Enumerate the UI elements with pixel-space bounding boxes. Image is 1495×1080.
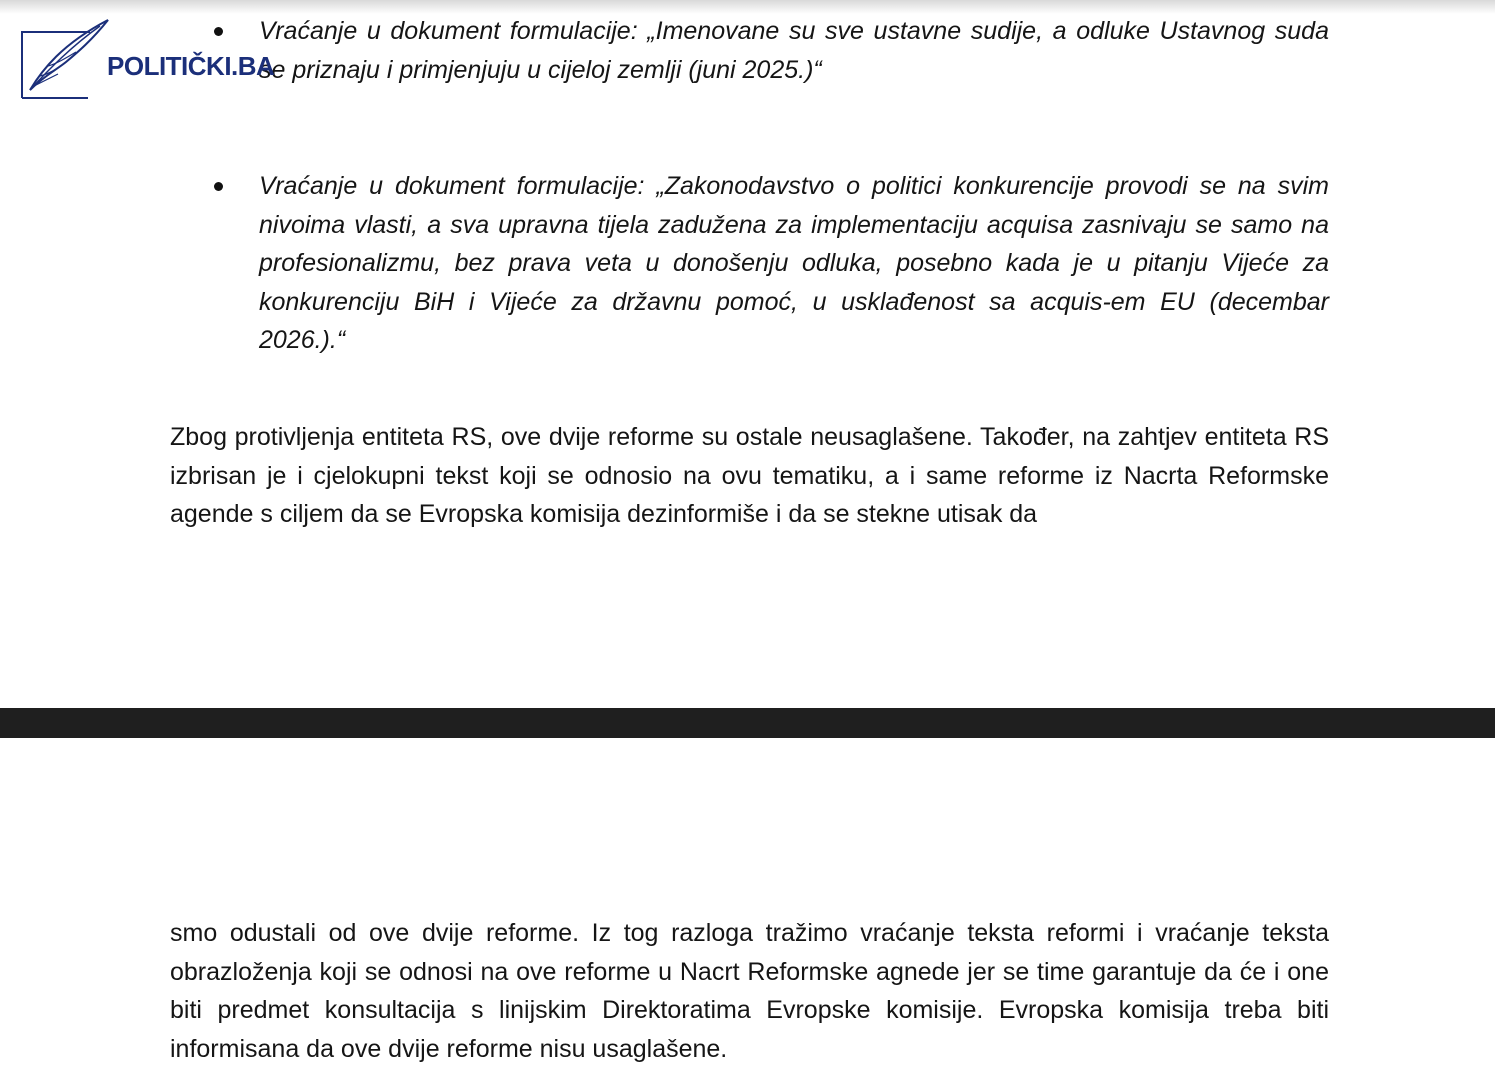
bullet-icon bbox=[214, 182, 223, 191]
bullet-text: Vraćanje u dokument formulacije: „Imenovane su sve ustavne sudije, a odluke Ustavnog suda se priznaju i primjenjuju u cijeloj zemlji (juni 2025.)“ bbox=[259, 17, 1329, 84]
bullet-text: Vraćanje u dokument formulacije: „Zakonodavstvo o politici konkurencije provodi se na svim nivoima vlasti, a sva upravna tijela zadužena za implementaciju acquisa zasnivaju se samo na profesionalizmu, bez prava veta u donošenju odluka, posebno kada je u pitanju Vijeće za konkurenciju BiH i Vijeće za državnu pomoć, u usklađenost sa acquis-em EU (decembar 2026.).“ bbox=[259, 172, 1329, 355]
site-logo[interactable] bbox=[20, 18, 300, 100]
quill-feather-icon bbox=[20, 18, 110, 100]
page-break-divider bbox=[0, 708, 1495, 738]
body-paragraph: Zbog protivljenja entiteta RS, ove dvije reforme su ostale neusaglašene. Također, na zahtjev entiteta RS izbrisan je i cjelokupni tekst koji se odnosio na ovu tematiku, a i same reforme iz Nacrta Reformske agende s ciljem da se Evropska komisija dezinformiše i da se stekne utisak da bbox=[170, 423, 1329, 529]
body-paragraph: smo odustali od ove dvije reforme. Iz tog razloga tražimo vraćanje teksta reformi i vraćanje teksta obrazloženja koji se odnosi na ove reforme u Nacrt Reformske agnede jer se time garantuje da će i one biti predmet konsultacija s linijskim Direktoratima Evropske komisije. Evropska komisija treba biti informisana da ove dvije reforme nisu usaglašene. bbox=[170, 919, 1329, 1063]
logo-text: POLITIČKI.BA bbox=[107, 51, 275, 81]
